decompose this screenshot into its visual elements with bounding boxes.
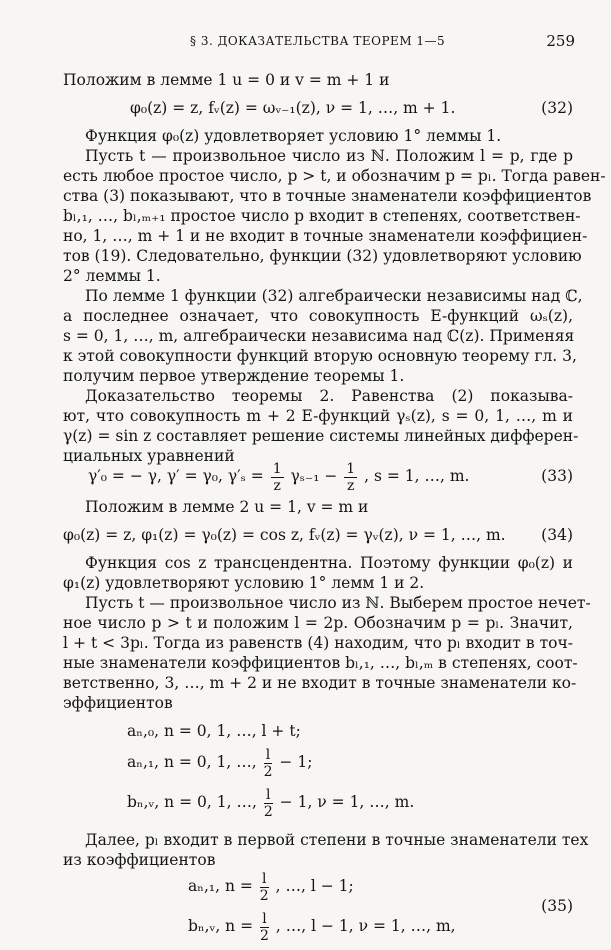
- page-number: 259: [546, 32, 575, 50]
- fraction-l-over-2: [264, 747, 273, 780]
- formula-35-row-2: [188, 906, 456, 946]
- proof-heading-line: Доказательство теоремы 2. Равенства (2) показыва-: [85, 387, 573, 405]
- fraction-denominator: z: [347, 477, 355, 494]
- fraction-denominator: 2: [260, 927, 269, 944]
- row-2-part: aₙ,₁, n = 0, 1, …,: [127, 753, 257, 771]
- fraction-denominator: 2: [259, 887, 269, 904]
- text-line: а последнее означает, что совокупность E-функций ωₛ(z),: [63, 307, 573, 325]
- text-line: Функция cos z трансцендентна. Поэтому функции φ₀(z) и: [85, 554, 573, 572]
- text-line: Пусть t — произвольное число из ℕ. Выберем простое нечет-: [85, 594, 591, 612]
- header-title: § 3. ДОКАЗАТЕЛЬСТВА ТЕОРЕМ 1—5: [190, 34, 446, 48]
- coefficient-row-1: aₙ,₀, n = 0, 1, …, l + t;: [127, 722, 301, 740]
- text-line: ют, что совокупность m + 2 E-функций γₛ(z), s = 0, 1, …, m и: [63, 407, 573, 425]
- fraction-l-over-2: [260, 911, 269, 944]
- text-line: ства (3) показывают, что в точные знаменатели коэффициентов: [63, 187, 592, 205]
- formula-34: φ₀(z) = z, φ₁(z) = γ₀(z) = cos z, fᵥ(z) = γᵥ(z), ν = 1, …, m.: [63, 526, 506, 544]
- text-line: получим первое утверждение теоремы 1.: [63, 367, 405, 385]
- text-line: есть любое простое число, p > t, и обозначим p = pₗ. Тогда равен-: [63, 167, 606, 185]
- coefficient-row-3: [127, 782, 414, 822]
- equation-number-34: (34): [541, 526, 573, 544]
- fraction-numerator: l: [260, 911, 269, 928]
- fraction-1-over-z: [344, 461, 357, 494]
- text-line: Положим в лемме 1 u = 0 и v = m + 1 и: [63, 71, 390, 89]
- row-3-part: bₙ,ᵥ, n = 0, 1, …,: [127, 793, 257, 811]
- text-line: циальных уравнений: [63, 447, 235, 465]
- row-4-part: aₙ,₁, n =: [188, 877, 253, 895]
- text-line: По лемме 1 функции (32) алгебраически независимы над ℂ,: [85, 287, 583, 305]
- text-line: Положим в лемме 2 u = 1, v = m и: [85, 498, 369, 516]
- text-line: l + t < 3pₗ. Тогда из равенств (4) находим, что pₗ входит в точ-: [63, 634, 573, 652]
- text-line: 2° леммы 1.: [63, 267, 161, 285]
- formula-33-part: γₛ₋₁ −: [290, 467, 338, 485]
- formula-33-part: γ′₀ = − γ, γ′ = γ₀, γ′ₛ =: [88, 467, 264, 485]
- text-line: Далее, pₗ входит в первой степени в точные знаменатели тех: [85, 831, 589, 849]
- text-line: γ(z) = sin z составляет решение системы линейных дифферен-: [63, 427, 579, 445]
- fraction-denominator: z: [273, 477, 281, 494]
- fraction-numerator: l: [260, 871, 269, 888]
- text-line: ветственно, 3, …, m + 2 и не входит в точные знаменатели ко-: [63, 674, 577, 692]
- row-4-part: , …, l − 1;: [275, 877, 354, 895]
- text-line: но, 1, …, m + 1 и не входит в точные знаменатели коэффициен-: [63, 227, 588, 245]
- equation-number-32: (32): [541, 99, 573, 117]
- row-3-part: − 1, ν = 1, …, m.: [279, 793, 415, 811]
- row-5-part: , …, l − 1, ν = 1, …, m,: [275, 917, 456, 935]
- equation-number-35: (35): [541, 897, 573, 915]
- fraction-l-over-2: [264, 787, 273, 820]
- fraction-1-over-z: [271, 461, 284, 494]
- text-line: ное число p > t и положим l = 2p. Обозначим p = pₗ. Значит,: [63, 614, 573, 632]
- row-2-part: − 1;: [279, 753, 313, 771]
- text-line: Функция φ₀(z) удовлетворяет условию 1° леммы 1.: [85, 127, 502, 145]
- text-line: ные знаменатели коэффициентов bₗ,₁, …, bₗ,ₘ в степенях, соот-: [63, 654, 578, 672]
- fraction-denominator: 2: [263, 803, 273, 820]
- text-line: φ₁(z) удовлетворяют условию 1° лемм 1 и 2.: [63, 574, 425, 592]
- text-line: Пусть t — произвольное число из ℕ. Положим l = p, где p: [85, 147, 573, 165]
- text-line: к этой совокупности функций вторую основную теорему гл. 3,: [63, 347, 577, 365]
- fraction-denominator: 2: [263, 763, 273, 780]
- fraction-numerator: l: [264, 787, 273, 804]
- formula-33-part: , s = 1, …, m.: [364, 467, 470, 485]
- text-line: эффициентов: [63, 694, 173, 712]
- coefficient-row-2: [127, 742, 312, 782]
- text-line: тов (19). Следовательно, функции (32) удовлетворяют условию: [63, 247, 582, 265]
- fraction-numerator: 1: [272, 460, 282, 477]
- text-line: из коэффициентов: [63, 851, 216, 869]
- row-5-part: bₙ,ᵥ, n =: [188, 917, 254, 935]
- fraction-numerator: l: [264, 747, 273, 764]
- equation-number-33: (33): [541, 467, 573, 485]
- fraction-l-over-2: [260, 871, 269, 904]
- formula-35-row-1: [188, 866, 354, 906]
- running-header: [0, 34, 611, 52]
- formula-32: φ₀(z) = z, fᵥ(z) = ωᵥ₋₁(z), ν = 1, …, m + 1.: [130, 99, 456, 117]
- text-line: s = 0, 1, …, m, алгебраически независима над ℂ(z). Применяя: [63, 327, 575, 345]
- text-line: bₗ,₁, …, bₗ,ₘ₊₁ простое число p входит в степенях, соответствен-: [63, 207, 581, 225]
- fraction-numerator: 1: [346, 460, 356, 477]
